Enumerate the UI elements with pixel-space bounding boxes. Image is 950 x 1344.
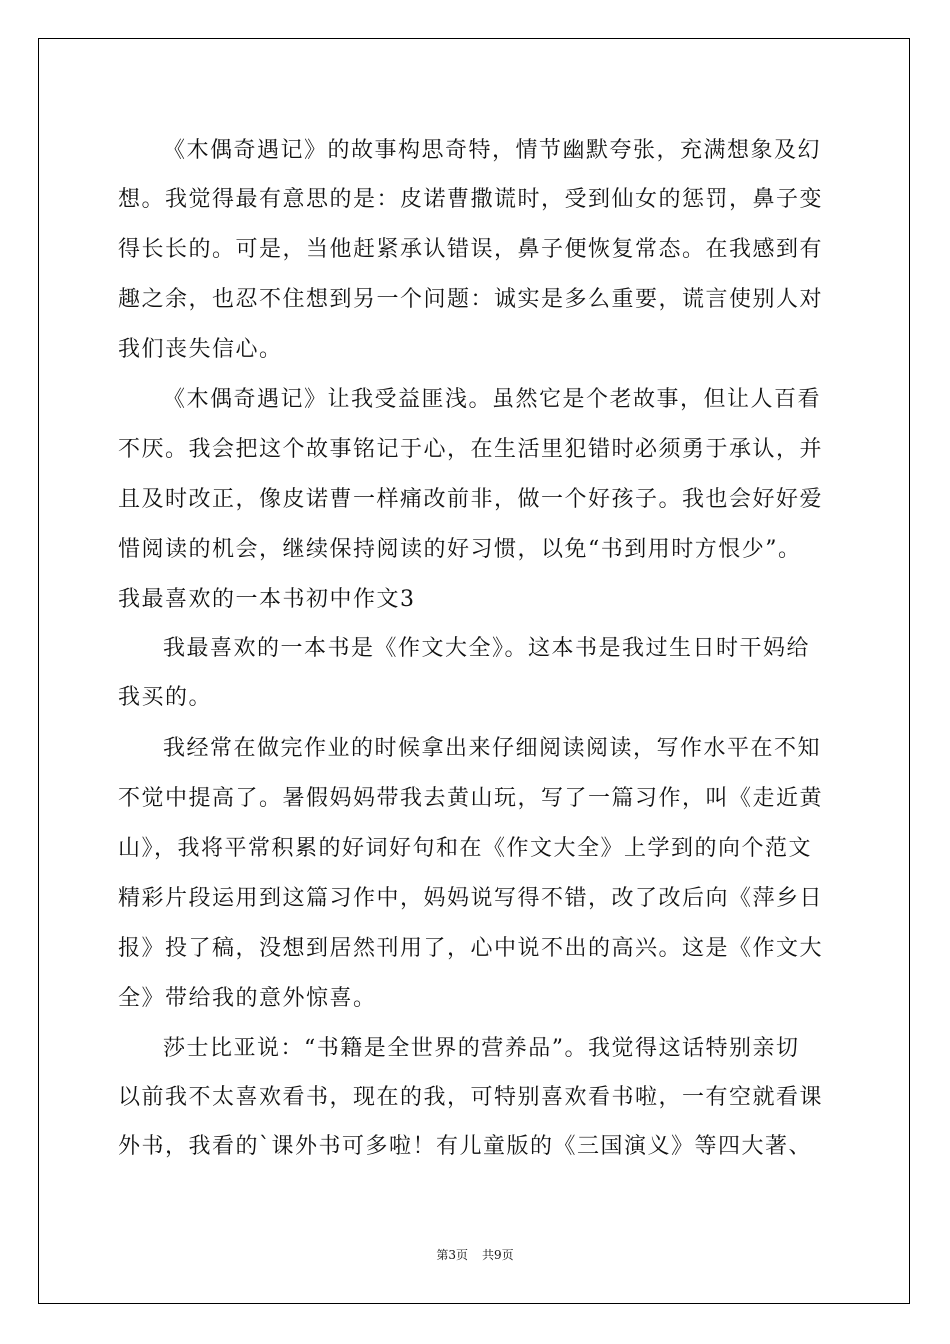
text-line: 我最喜欢的一本书是《作文大全》。这本书是我过生日时干妈给 [163,636,811,661]
text-line: 趣之余，也忍不住想到另一个问题：诚实是多么重要，谎言使别人对 [118,287,824,312]
page-footer [0,1246,950,1263]
text-line: 山》，我将平常积累的好词好句和在《作文大全》上学到的向个范文 [118,836,813,861]
text-line: 全》带给我的意外惊喜。 [118,986,377,1011]
text-line: 想。我觉得最有意思的是：皮诺曹撒谎时，受到仙女的惩罚，鼻子变 [118,187,824,212]
text-line: 得长长的。可是，当他赶紧承认错误，鼻子便恢复常态。在我感到有 [118,237,824,262]
text-line: 精彩片段运用到这篇习作中，妈妈说写得不错，改了改后向《萍乡日 [118,886,824,911]
text-line: 我经常在做完作业的时候拿出来仔细阅读阅读，写作水平在不知 [163,736,822,761]
page-border [38,38,910,1304]
text-line: 我买的。 [118,685,213,710]
text-line: 不厌。我会把这个故事铭记于心，在生活里犯错时必须勇于承认，并 [118,437,824,462]
section-heading: 我最喜欢的一本书初中作文3 [118,587,416,612]
text-line: 报》投了稿，没想到居然刊用了，心中说不出的高兴。这是《作文大 [118,936,824,961]
text-line: 《木偶奇遇记》让我受益匪浅。虽然它是个老故事，但让人百看 [163,387,822,412]
page-total: 共9页 [482,1248,514,1262]
text-line: 外书，我看的`课外书可多啦！有儿童版的《三国演义》等四大著、 [118,1134,813,1159]
page-number: 第3页 [436,1248,468,1262]
text-line: 以前我不太喜欢看书，现在的我，可特别喜欢看书啦，一有空就看课 [118,1085,824,1110]
text-line: 莎士比亚说：“书籍是全世界的营养品”。我觉得这话特别亲切 [163,1036,800,1061]
text-line: 《木偶奇遇记》的故事构思奇特，情节幽默夸张，充满想象及幻 [163,138,822,163]
text-line: 我们丧失信心。 [118,337,283,362]
text-line: 不觉中提高了。暑假妈妈带我去黄山玩，写了一篇习作，叫《走近黄 [118,786,824,811]
text-line: 惜阅读的机会，继续保持阅读的好习惯，以免“书到用时方恨少”。 [118,537,802,562]
text-line: 且及时改正，像皮诺曹一样痛改前非，做一个好孩子。我也会好好爱 [118,487,824,512]
